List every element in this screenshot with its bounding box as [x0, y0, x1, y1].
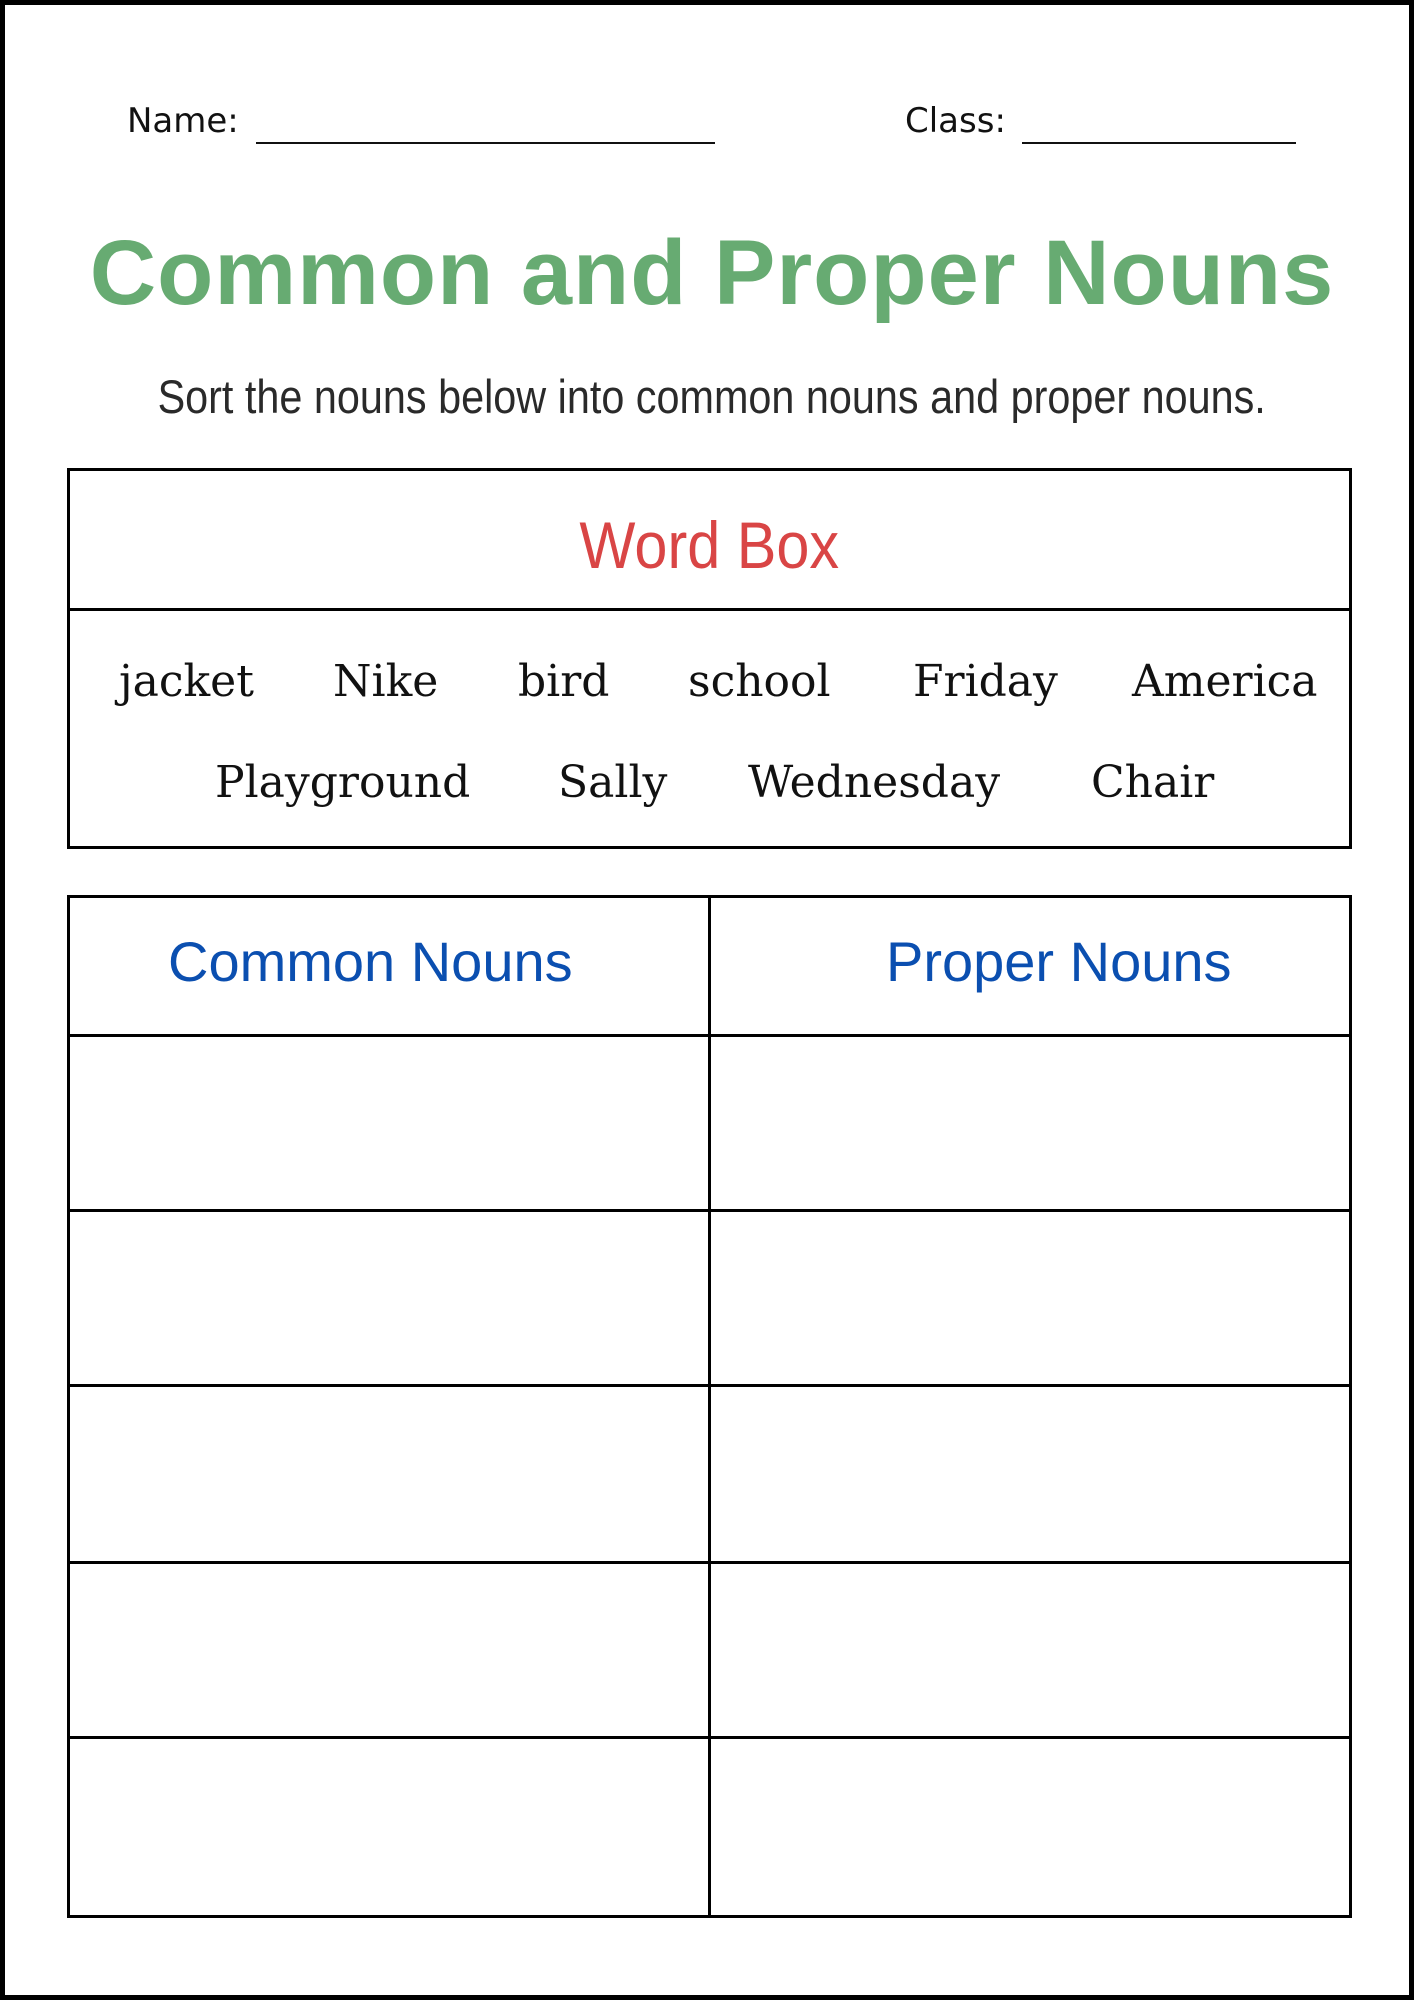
word-item: Nike — [333, 656, 439, 707]
word-item: Wednesday — [748, 757, 1001, 808]
word-item: America — [1132, 656, 1318, 707]
page-title: Common and Proper Nouns — [89, 222, 1335, 324]
word-item: bird — [518, 656, 610, 707]
word-item: school — [688, 656, 831, 707]
word-box-title: Word Box — [579, 508, 840, 582]
common-noun-cell-3[interactable] — [70, 1387, 708, 1561]
word-box — [67, 468, 1352, 849]
name-blank-line[interactable] — [256, 142, 715, 144]
word-item: Friday — [913, 656, 1058, 707]
common-noun-cell-1[interactable] — [70, 1037, 708, 1209]
proper-noun-cell-1[interactable] — [711, 1037, 1349, 1209]
instructions-text: Sort the nouns below into common nouns and proper nouns. — [157, 370, 1267, 423]
proper-noun-cell-5[interactable] — [711, 1739, 1349, 1915]
proper-noun-cell-4[interactable] — [711, 1564, 1349, 1736]
sort-table — [67, 895, 1352, 1918]
common-noun-cell-5[interactable] — [70, 1739, 708, 1915]
column-header-proper: Proper Nouns — [886, 930, 1232, 993]
word-item: Sally — [558, 757, 668, 808]
word-item: Chair — [1091, 757, 1215, 808]
proper-noun-cell-3[interactable] — [711, 1387, 1349, 1561]
word-item: Playground — [215, 757, 471, 808]
common-noun-cell-2[interactable] — [70, 1212, 708, 1384]
name-label: Name: — [127, 101, 239, 141]
column-header-common: Common Nouns — [168, 930, 573, 993]
word-item: jacket — [119, 656, 254, 707]
instructions-container — [5, 369, 1414, 425]
proper-noun-cell-2[interactable] — [711, 1212, 1349, 1384]
word-box-header — [70, 471, 1349, 611]
common-noun-cell-4[interactable] — [70, 1564, 708, 1736]
class-blank-line[interactable] — [1022, 142, 1296, 144]
class-label: Class: — [905, 101, 1006, 141]
